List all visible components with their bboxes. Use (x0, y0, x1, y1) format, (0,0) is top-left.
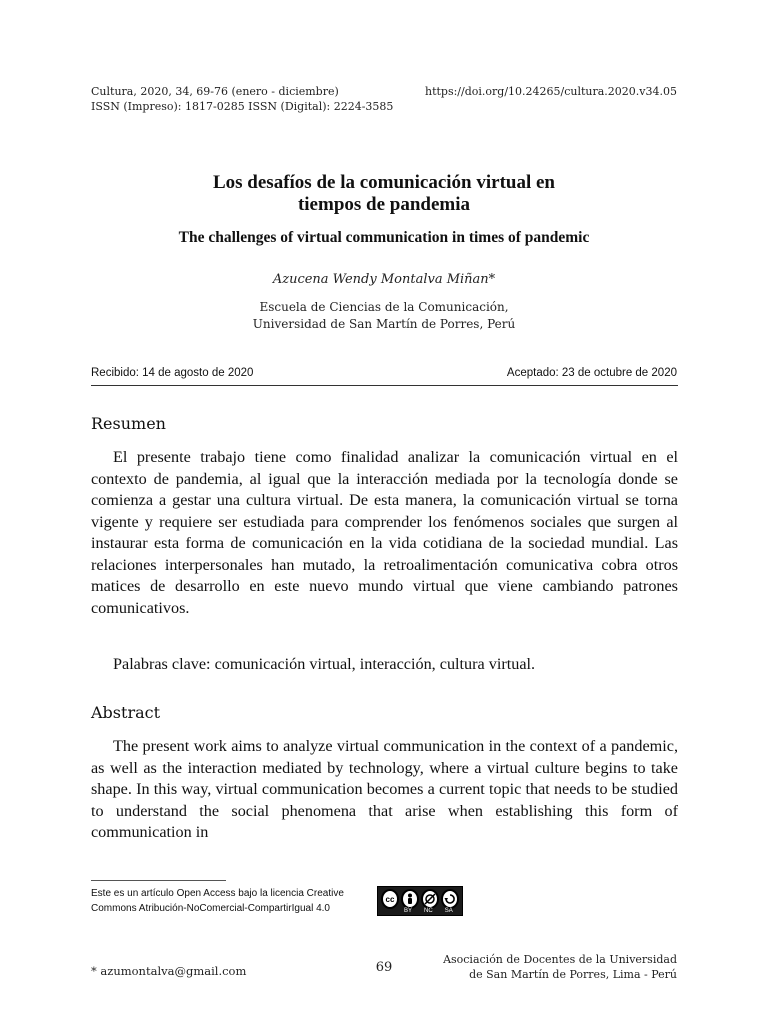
cc-nc-label: NC (424, 908, 433, 914)
affiliation-line-1: Escuela de Ciencias de la Comunicación, (259, 300, 509, 314)
dates-divider (91, 385, 678, 386)
affiliation-line-2: Universidad de San Martín de Porres, Perú (252, 317, 516, 331)
resumen-body: El presente trabajo tiene como finalidad analizar la comunicación virtual en el contexto de pandemia, al igual que la interacción mediada por la tecnología donde se comienza a gestar una cultura virtual. De esta manera, la comunicación virtual se torna vigente y requiere ser estudiada para comprender los fenómenos sociales que surgen al instaurar esta forma de comunicación en la vida cotidiana de la sociedad mundial. Las relaciones interpersonales han mutado, la retroalimentación comunicativa cobra otros matices de desarrollo en este nuevo mundo virtual que viene cambiando patrones comunicativos. (91, 448, 678, 617)
license-text-line-2: Commons Atribución-NoComercial-CompartirIgual 4.0 (91, 903, 330, 914)
publisher-line-2: de San Martín de Porres, Lima - Perú (469, 968, 677, 981)
cc-logo-icon: cc (381, 889, 399, 909)
abstract-heading: Abstract (91, 703, 161, 722)
license-text-line-1: Este es un artículo Open Access bajo la licencia Creative (91, 888, 344, 899)
article-title-line-1: Los desafíos de la comunicación virtual en (212, 172, 555, 193)
page-number: 69 (375, 960, 393, 975)
article-title-line-2: tiempos de pandemia (297, 194, 471, 215)
author-email[interactable]: * azumontalva@gmail.com (91, 964, 247, 978)
cc-by-icon (401, 889, 419, 909)
article-subtitle: The challenges of virtual communication in times of pandemic (178, 229, 590, 246)
creative-commons-license-icon[interactable] (377, 886, 463, 916)
resumen-heading: Resumen (91, 414, 166, 433)
journal-citation: Cultura, 2020, 34, 69-76 (enero - diciembre) (91, 85, 339, 98)
abstract-body: The present work aims to analyze virtual communication in the context of a pandemic, as well as the interaction mediated by technology, where a virtual culture begins to take shape. In this way, virtual communication becomes a current topic that needs to be studied to understand the social phenomena that arise when establishing this form of communication in (91, 737, 678, 841)
footnote-divider (91, 880, 226, 881)
cc-labels (404, 908, 453, 914)
cc-sa-icon (441, 889, 459, 909)
doi-link[interactable]: https://doi.org/10.24265/cultura.2020.v34.05 (424, 85, 677, 98)
publisher-line-1: Asociación de Docentes de la Universidad (443, 953, 677, 966)
issn-line: ISSN (Impreso): 1817-0285 ISSN (Digital): 2224-3585 (91, 100, 394, 113)
cc-nc-icon (421, 889, 439, 909)
cc-sa-label: SA (444, 908, 453, 914)
received-date: Recibido: 14 de agosto de 2020 (91, 367, 254, 379)
keywords: Palabras clave: comunicación virtual, interacción, cultura virtual. (113, 655, 536, 673)
accepted-date: Aceptado: 23 de octubre de 2020 (506, 367, 677, 379)
author-name: Azucena Wendy Montalva Miñan* (272, 272, 496, 287)
cc-by-label: BY (404, 908, 413, 914)
